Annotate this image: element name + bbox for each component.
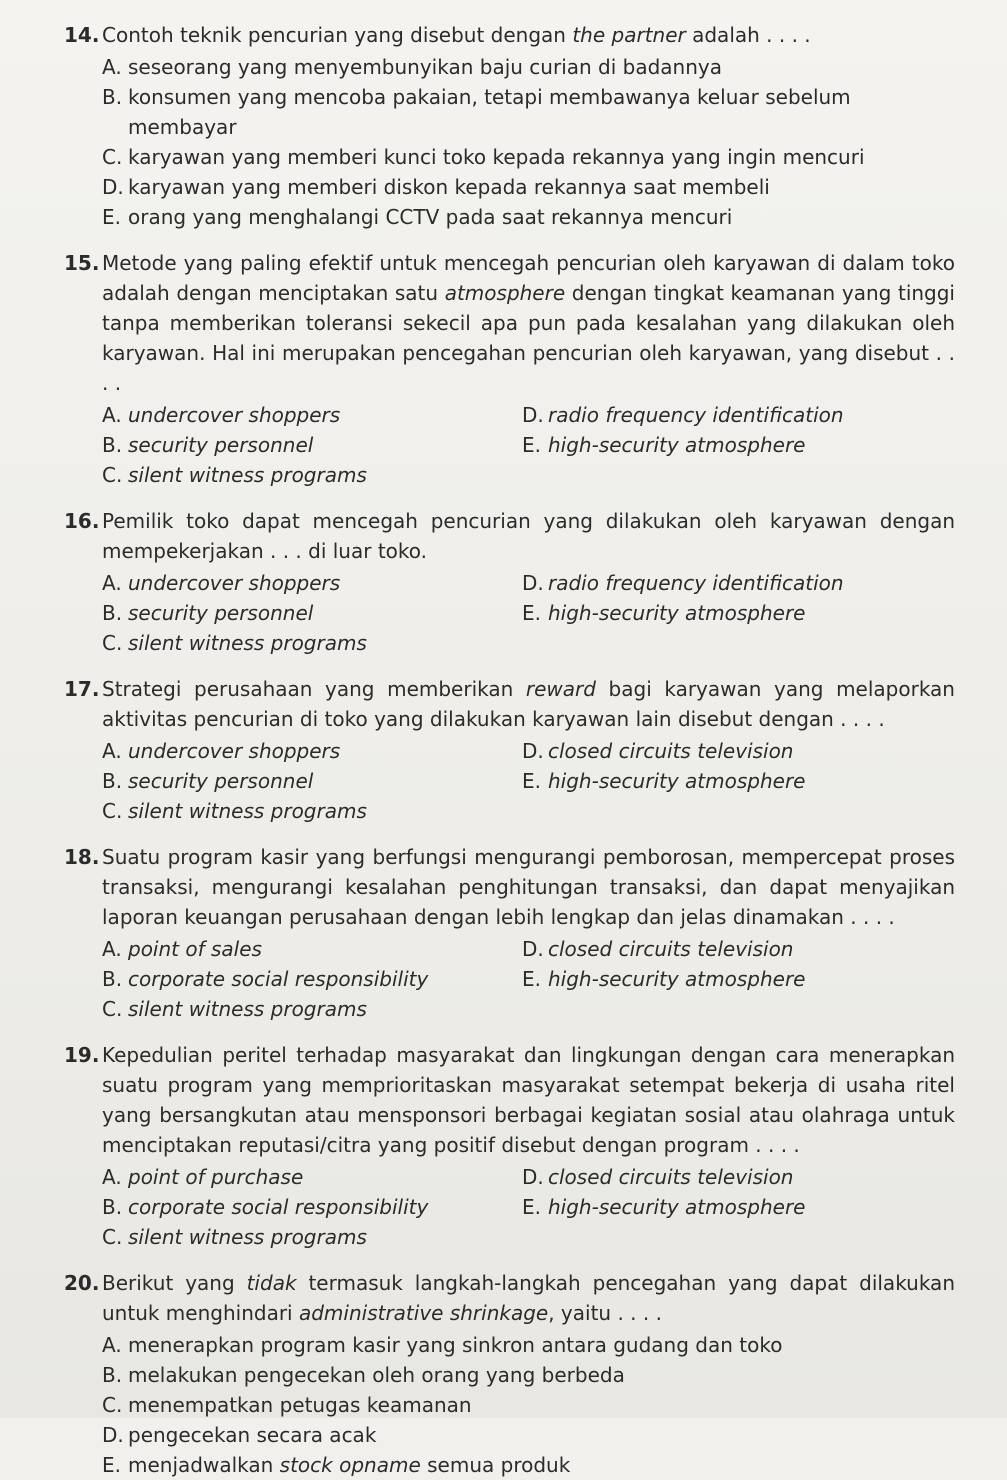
- question-number: 18.: [64, 845, 100, 869]
- question-number: 19.: [64, 1043, 100, 1067]
- option-list: [102, 934, 955, 1024]
- option-a[interactable]: A. undercover shoppers: [102, 739, 341, 763]
- option-b[interactable]: B. security personnel: [102, 433, 314, 457]
- question-text: Metode yang paling efektif untuk mencegah pencurian oleh karyawan di dalam toko adalah dengan menciptakan satu atmosphere dengan tingkat keamanan yang tinggi tanpa memberikan toleransi sekecil apa pun pada kesalahan yang dilakukan oleh karyawan. Hal ini merupakan pencegahan pencurian oleh karyawan, yang disebut . . . .: [102, 251, 955, 395]
- option-e[interactable]: E. menjadwalkan stock opname semua produk: [102, 1453, 571, 1477]
- option-b[interactable]: B. security personnel: [102, 769, 314, 793]
- question-15: [64, 248, 955, 490]
- option-b[interactable]: B. konsumen yang mencoba pakaian, tetapi membawanya keluar sebelum membayar: [102, 85, 851, 139]
- question-number: 17.: [64, 677, 100, 701]
- option-d[interactable]: D. closed circuits television: [522, 739, 794, 763]
- question-19: [64, 1040, 955, 1252]
- option-e[interactable]: E. high-security atmosphere: [522, 433, 806, 457]
- option-d[interactable]: D. radio frequency identification: [522, 403, 844, 427]
- option-d[interactable]: D. radio frequency identification: [522, 571, 844, 595]
- option-a[interactable]: A. point of sales: [102, 937, 262, 961]
- option-a[interactable]: A. menerapkan program kasir yang sinkron antara gudang dan toko: [102, 1333, 783, 1357]
- question-text: Strategi perusahaan yang memberikan reward bagi karyawan yang melaporkan aktivitas pencurian di toko yang dilakukan karyawan lain disebut dengan . . . .: [102, 677, 955, 731]
- option-c[interactable]: C. silent witness programs: [102, 997, 367, 1021]
- option-d[interactable]: D. pengecekan secara acak: [102, 1423, 377, 1447]
- option-list: [102, 1330, 955, 1480]
- question-17: [64, 674, 955, 826]
- option-a[interactable]: A. point of purchase: [102, 1165, 304, 1189]
- option-c[interactable]: C. silent witness programs: [102, 799, 367, 823]
- option-e[interactable]: E. high-security atmosphere: [522, 601, 806, 625]
- option-d[interactable]: D. closed circuits television: [522, 1165, 794, 1189]
- option-e[interactable]: E. orang yang menghalangi CCTV pada saat rekannya mencuri: [102, 205, 733, 229]
- option-b[interactable]: B. melakukan pengecekan oleh orang yang berbeda: [102, 1363, 625, 1387]
- question-number: 16.: [64, 509, 100, 533]
- option-list: [102, 568, 955, 658]
- question-number: 14.: [64, 23, 100, 47]
- option-d[interactable]: D. karyawan yang memberi diskon kepada rekannya saat membeli: [102, 175, 770, 199]
- question-text: Berikut yang tidak termasuk langkah-langkah pencegahan yang dapat dilakukan untuk menghindari administrative shrinkage, yaitu . . . .: [102, 1271, 955, 1325]
- option-e[interactable]: E. high-security atmosphere: [522, 1195, 806, 1219]
- option-c[interactable]: C. menempatkan petugas keamanan: [102, 1393, 472, 1417]
- option-b[interactable]: B. security personnel: [102, 601, 314, 625]
- option-list: [102, 52, 955, 232]
- question-16: [64, 506, 955, 658]
- option-a[interactable]: A. undercover shoppers: [102, 403, 341, 427]
- question-20: [64, 1268, 955, 1480]
- question-text: Suatu program kasir yang berfungsi mengurangi pemborosan, mempercepat proses transaksi, mengurangi kesalahan penghitungan transaksi, dan dapat menyajikan laporan keuangan perusahaan dengan lebih lengkap dan jelas dinamakan . . . .: [102, 845, 955, 929]
- question-18: [64, 842, 955, 1024]
- question-number: 20.: [64, 1271, 100, 1295]
- option-c[interactable]: C. karyawan yang memberi kunci toko kepada rekannya yang ingin mencuri: [102, 145, 865, 169]
- option-list: [102, 1162, 955, 1252]
- option-a[interactable]: A. undercover shoppers: [102, 571, 341, 595]
- option-b[interactable]: B. corporate social responsibility: [102, 967, 429, 991]
- option-list: [102, 400, 955, 490]
- option-d[interactable]: D. closed circuits television: [522, 937, 794, 961]
- option-b[interactable]: B. corporate social responsibility: [102, 1195, 429, 1219]
- option-c[interactable]: C. silent witness programs: [102, 463, 367, 487]
- question-14: [64, 20, 955, 232]
- option-a[interactable]: A. seseorang yang menyembunyikan baju curian di badannya: [102, 55, 722, 79]
- question-text: Pemilik toko dapat mencegah pencurian yang dilakukan oleh karyawan dengan mempekerjakan . . . di luar toko.: [102, 509, 955, 563]
- option-c[interactable]: C. silent witness programs: [102, 1225, 367, 1249]
- question-number: 15.: [64, 251, 100, 275]
- option-list: [102, 736, 955, 826]
- question-text: Kepedulian peritel terhadap masyarakat dan lingkungan dengan cara menerapkan suatu program yang memprioritaskan masyarakat setempat bekerja di usaha ritel yang bersangkutan atau mensponsori berbagai kegiatan sosial atau olahraga untuk menciptakan reputasi/citra yang positif disebut dengan program . . . .: [102, 1043, 955, 1157]
- option-e[interactable]: E. high-security atmosphere: [522, 769, 806, 793]
- option-e[interactable]: E. high-security atmosphere: [522, 967, 806, 991]
- option-c[interactable]: C. silent witness programs: [102, 631, 367, 655]
- question-text: Contoh teknik pencurian yang disebut dengan the partner adalah . . . .: [102, 23, 811, 47]
